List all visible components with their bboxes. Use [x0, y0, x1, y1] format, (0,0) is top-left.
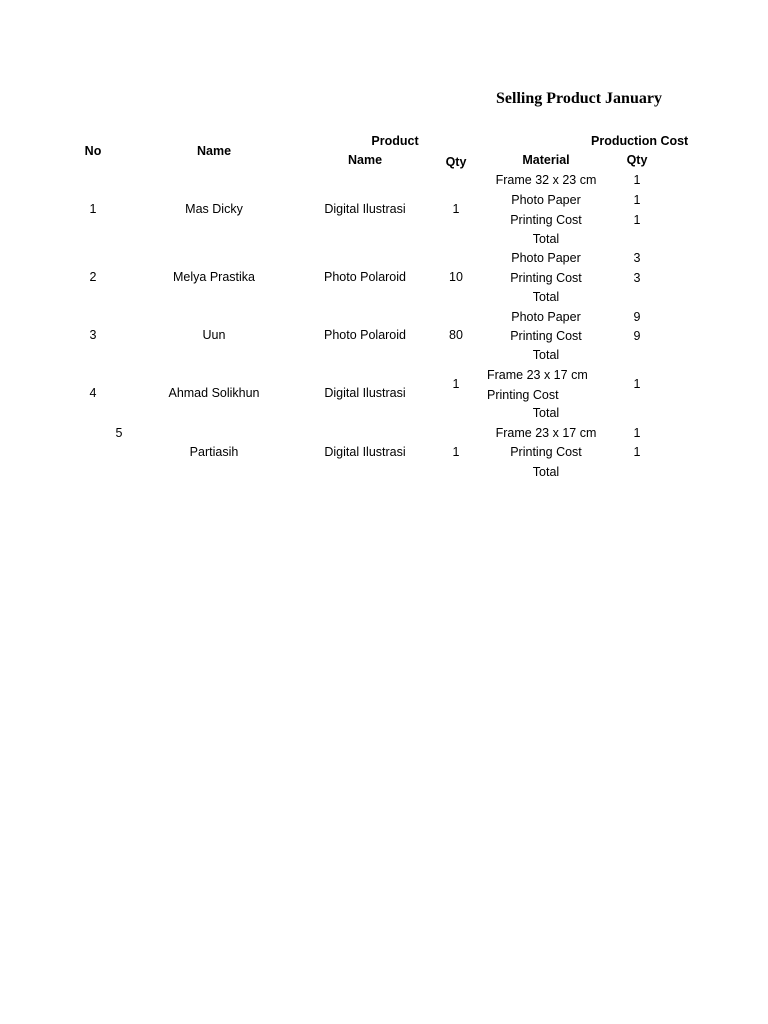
row-4-no: 4	[89, 386, 97, 400]
row-3-no: 3	[89, 328, 97, 342]
row-1-total: Total	[532, 232, 560, 246]
header-product-name: Name	[347, 153, 383, 167]
row-4-name: Ahmad Solikhun	[168, 386, 260, 400]
row-5-material-1: Frame 23 x 17 cm	[495, 426, 597, 440]
header-qty: Qty	[445, 155, 467, 169]
header-material-qty: Qty	[626, 153, 648, 167]
row-2-material-1: Photo Paper	[511, 251, 581, 265]
row-1-material-3-qty: 1	[633, 213, 641, 227]
header-product-top: Product	[371, 134, 419, 148]
row-4-material-1: Frame 23 x 17 cm	[487, 368, 588, 382]
row-1-qty: 1	[452, 202, 460, 216]
row-5-total: Total	[532, 465, 560, 479]
row-4-total: Total	[532, 406, 560, 420]
row-4-product: Digital Ilustrasi	[324, 386, 406, 400]
row-5-material-2: Printing Cost	[510, 445, 582, 459]
sheet-title: Selling Product January	[496, 90, 662, 107]
row-2-material-2-qty: 3	[633, 271, 641, 285]
row-3-total: Total	[532, 348, 560, 362]
row-2-total: Total	[532, 290, 560, 304]
row-5-name: Partiasih	[189, 445, 239, 459]
row-3-material-1: Photo Paper	[511, 310, 581, 324]
row-2-no: 2	[89, 270, 97, 284]
row-1-material-1: Frame 32 x 23 cm	[495, 173, 597, 187]
row-2-name: Melya Prastika	[173, 270, 255, 284]
row-2-qty: 10	[449, 270, 463, 284]
row-5-product: Digital Ilustrasi	[324, 445, 406, 459]
row-1-name: Mas Dicky	[185, 202, 243, 216]
row-2-material-2: Printing Cost	[510, 271, 582, 285]
row-4-material-2: Printing Cost	[487, 388, 559, 402]
row-3-material-2: Printing Cost	[510, 329, 582, 343]
row-1-product: Digital Ilustrasi	[324, 202, 406, 216]
row-1-material-1-qty: 1	[633, 173, 641, 187]
row-2-product: Photo Polaroid	[323, 270, 407, 284]
row-3-name: Uun	[202, 328, 226, 342]
row-5-no: 5	[115, 426, 123, 440]
row-5-material-2-qty: 1	[633, 445, 641, 459]
row-3-qty: 80	[449, 328, 463, 342]
row-3-material-2-qty: 9	[633, 329, 641, 343]
row-1-material-2: Photo Paper	[511, 193, 581, 207]
row-5-qty: 1	[452, 445, 460, 459]
row-3-material-1-qty: 9	[633, 310, 641, 324]
header-material: Material	[522, 153, 570, 167]
row-3-product: Photo Polaroid	[323, 328, 407, 342]
row-5-material-1-qty: 1	[633, 426, 641, 440]
header-no: No	[84, 144, 102, 158]
header-name: Name	[196, 144, 232, 158]
row-2-material-1-qty: 3	[633, 251, 641, 265]
row-4-qty: 1	[452, 377, 460, 391]
row-1-material-2-qty: 1	[633, 193, 641, 207]
row-1-material-3: Printing Cost	[510, 213, 582, 227]
row-1-no: 1	[89, 202, 97, 216]
row-4-material-1-qty: 1	[633, 377, 641, 391]
header-production-cost: Production Cost	[591, 134, 689, 148]
